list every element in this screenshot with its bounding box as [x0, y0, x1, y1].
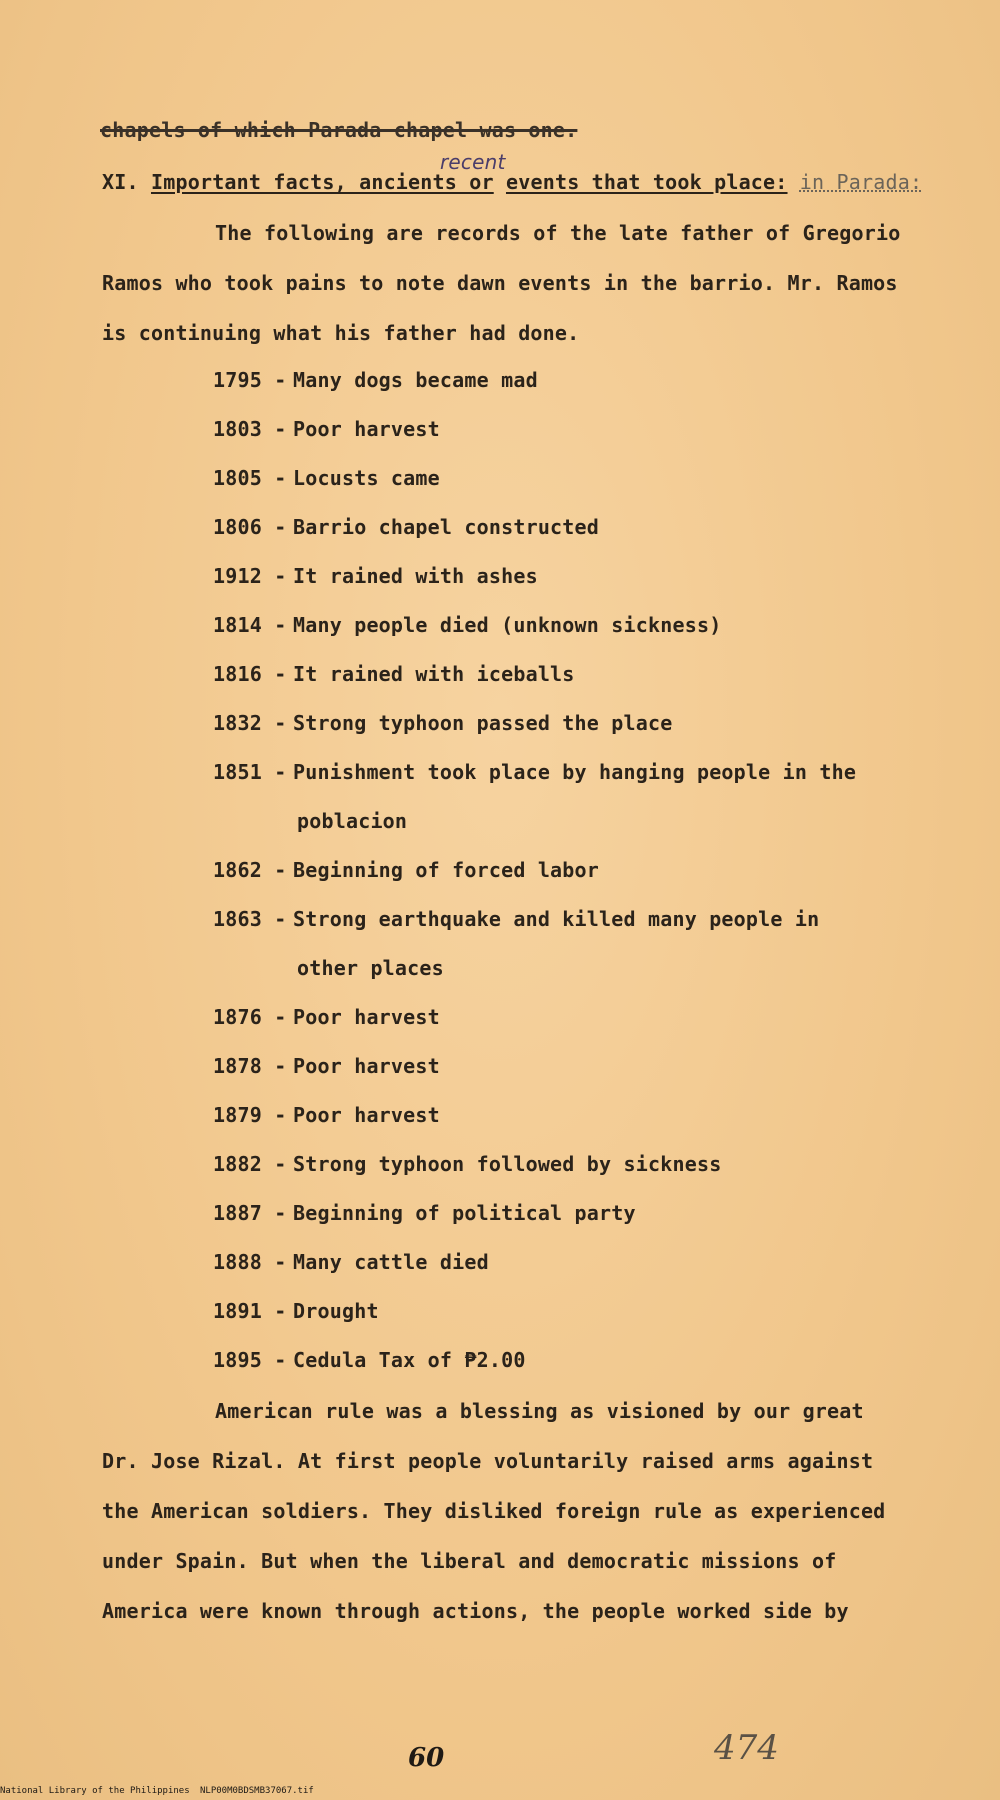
event-text: Poor harvest — [293, 417, 440, 441]
event-text: Locusts came — [293, 466, 440, 490]
event-entry — [213, 1152, 721, 1176]
event-entry — [213, 662, 575, 686]
event-year: 1876 - — [213, 1005, 287, 1029]
heading-text-b: events that took place: — [505, 170, 788, 194]
event-text: Strong earthquake and killed many people in — [293, 907, 820, 931]
event-text: Punishment took place by hanging people in the — [293, 760, 857, 784]
event-text: Barrio chapel constructed — [293, 515, 600, 539]
closing-line: the American soldiers. They disliked foreign rule as experienced — [102, 1499, 886, 1523]
event-year: 1879 - — [213, 1103, 287, 1127]
closing-line: America were known through actions, the people worked side by — [102, 1599, 849, 1623]
event-text: Poor harvest — [293, 1054, 440, 1078]
intro-line: The following are records of the late father of Gregorio — [215, 221, 901, 245]
event-text: Cedula Tax of ₱2.00 — [293, 1348, 526, 1372]
event-entry — [213, 417, 440, 441]
event-entry — [213, 858, 599, 882]
event-year: 1863 - — [213, 907, 287, 931]
event-year: 1888 - — [213, 1250, 287, 1274]
event-entry — [213, 564, 538, 588]
heading-text-a: Important facts, ancients or — [150, 170, 494, 194]
event-year: 1878 - — [213, 1054, 287, 1078]
event-year: 1887 - — [213, 1201, 287, 1225]
event-text: Poor harvest — [293, 1005, 440, 1029]
closing-line: under Spain. But when the liberal and democratic missions of — [102, 1549, 837, 1573]
event-entry — [213, 907, 819, 931]
event-year: 1816 - — [213, 662, 287, 686]
event-text: Beginning of political party — [293, 1201, 636, 1225]
event-text: Many dogs became mad — [293, 368, 538, 392]
event-entry — [213, 1299, 379, 1323]
footer-library: National Library of the Philippines — [0, 1786, 190, 1796]
closing-line: Dr. Jose Rizal. At first people voluntarily raised arms against — [102, 1449, 874, 1473]
event-continuation — [297, 956, 444, 980]
event-entry — [213, 515, 599, 539]
event-text: It rained with iceballs — [293, 662, 575, 686]
event-year: 1805 - — [213, 466, 287, 490]
event-text: It rained with ashes — [293, 564, 538, 588]
closing-line: American rule was a blessing as visioned by our great — [215, 1399, 864, 1423]
section-heading — [102, 170, 922, 194]
footer-file: NLP00M0BDSMB37067.tif — [200, 1786, 314, 1796]
event-entry — [213, 368, 538, 392]
pencil-note: in Parada: — [799, 170, 923, 194]
event-entry — [213, 760, 856, 784]
event-text: poblacion — [297, 809, 408, 833]
event-text: Many cattle died — [293, 1250, 489, 1274]
event-entry — [213, 1348, 526, 1372]
event-year: 1912 - — [213, 564, 287, 588]
event-year: 1814 - — [213, 613, 287, 637]
event-entry — [213, 711, 672, 735]
event-year: 1895 - — [213, 1348, 287, 1372]
heading-number: XI. — [102, 170, 139, 194]
event-text: Many people died (unknown sickness) — [293, 613, 722, 637]
intro-line: is continuing what his father had done. — [102, 321, 580, 345]
handwritten-page-number: 474 — [714, 1728, 779, 1768]
event-year: 1851 - — [213, 760, 287, 784]
page-number: 60 — [408, 1743, 445, 1773]
event-year: 1882 - — [213, 1152, 287, 1176]
event-year: 1832 - — [213, 711, 287, 735]
event-entry — [213, 466, 440, 490]
event-entry — [213, 1054, 440, 1078]
event-continuation — [297, 809, 407, 833]
event-year: 1862 - — [213, 858, 287, 882]
event-entry — [213, 613, 721, 637]
event-text: other places — [297, 956, 444, 980]
handwritten-insertion: recent — [440, 150, 506, 174]
event-entry — [213, 1005, 440, 1029]
event-text: Poor harvest — [293, 1103, 440, 1127]
intro-line: Ramos who took pains to note dawn events in the barrio. Mr. Ramos — [102, 271, 898, 295]
event-entry — [213, 1103, 440, 1127]
event-year: 1795 - — [213, 368, 287, 392]
event-year: 1891 - — [213, 1299, 287, 1323]
event-text: Beginning of forced labor — [293, 858, 600, 882]
event-year: 1803 - — [213, 417, 287, 441]
struck-line: chapels of which Parada chapel was one. — [100, 118, 578, 142]
event-year: 1806 - — [213, 515, 287, 539]
event-entry — [213, 1201, 636, 1225]
event-text: Drought — [293, 1299, 379, 1323]
event-entry — [213, 1250, 489, 1274]
event-text: Strong typhoon followed by sickness — [293, 1152, 722, 1176]
event-text: Strong typhoon passed the place — [293, 711, 673, 735]
